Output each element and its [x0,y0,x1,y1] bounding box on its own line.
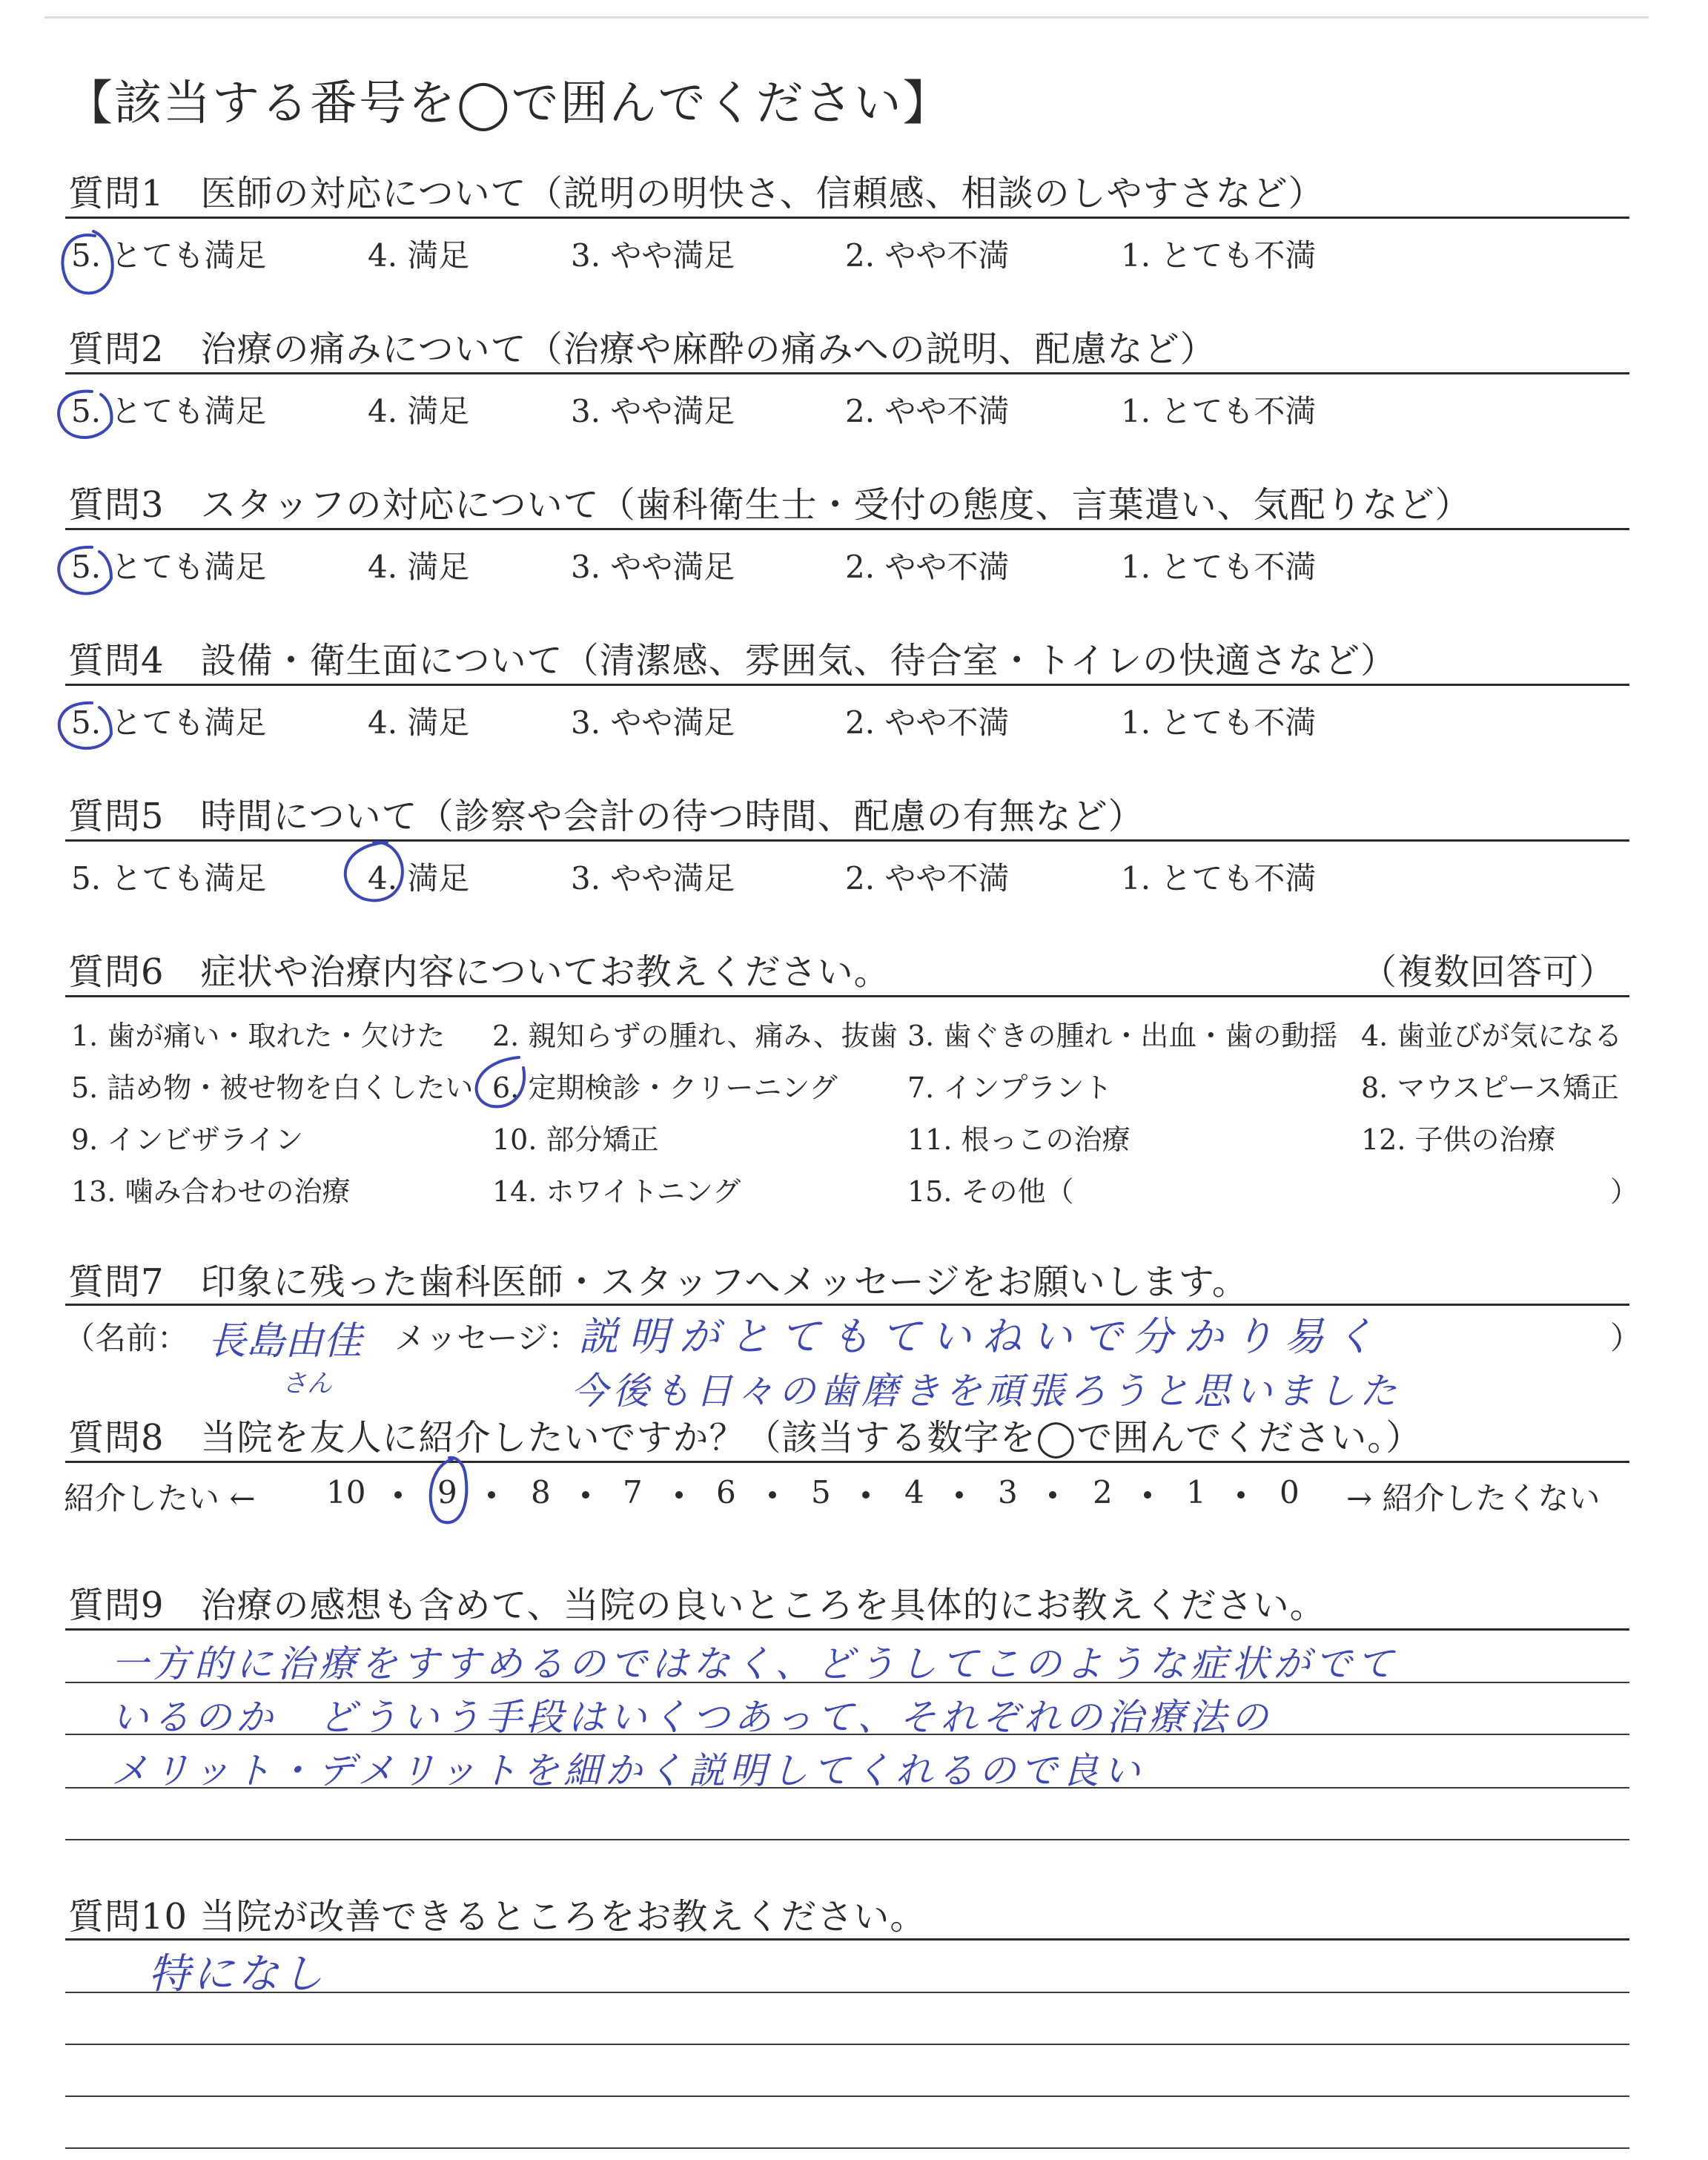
scale-9[interactable]: 9 [437,1474,457,1510]
scale-4[interactable]: 4 [904,1474,924,1510]
q5-option-4[interactable]: 4. 満足 [368,860,470,896]
scale-2[interactable]: 2 [1093,1474,1113,1510]
question-1: 質問1 医師の対応について（説明の明快さ、信頼感、相談のしやすさなど） [68,173,1325,214]
q2-option-4[interactable]: 4. 満足 [368,393,470,429]
handwritten-message-line-1: 説明がとてもていねいで分かり易く [578,1313,1385,1360]
q5-option-5[interactable]: 5. とても満足 [71,860,267,896]
q6-option-6[interactable]: 6. 定期検診・クリーニング [492,1071,838,1104]
question-8-rule [65,1461,1629,1463]
message-close-paren: ） [1610,1320,1642,1356]
question-4-rule [65,684,1629,686]
q6-option-2[interactable]: 2. 親知らずの腫れ、痛み、抜歯 [492,1020,898,1052]
scale-6[interactable]: 6 [716,1474,736,1510]
handwritten-message-line-2: 今後も日々の歯磨きを頑張ろうと思いました [571,1370,1401,1413]
q1-option-4[interactable]: 4. 満足 [368,237,470,274]
q6-option-10[interactable]: 10. 部分矯正 [492,1123,659,1156]
answer-line-10b [65,2044,1629,2045]
handwritten-q9-line-2: いるのか どういう手段はいくつあって、それぞれの治療法の [111,1696,1273,1739]
handwritten-q9-line-1: 一方的に治療をすすめるのではなく、どうしてこのような症状がでて [111,1642,1398,1685]
answer-line-10d [65,2147,1629,2149]
q4-option-2[interactable]: 2. やや不満 [845,704,1010,741]
scale-5[interactable]: 5 [811,1474,831,1510]
top-edge-line [44,16,1649,19]
question-8: 質問8 当院を友人に紹介したいですか？（該当する数字を◯で囲んでください。） [68,1417,1423,1459]
q1-option-3[interactable]: 3. やや満足 [571,237,735,274]
q4-option-3[interactable]: 3. やや満足 [571,704,735,741]
q6-option-7[interactable]: 7. インプラント [907,1071,1113,1104]
q3-option-4[interactable]: 4. 満足 [368,549,470,585]
q6-option-8[interactable]: 8. マウスピース矯正 [1361,1071,1619,1104]
q6-option-15-close: ） [1610,1175,1639,1208]
question-3: 質問3 スタッフの対応について（歯科衛生士・受付の態度、言葉遣い、気配りなど） [68,484,1472,526]
handwritten-q9-line-3: メリット・デメリットを細かく説明してくれるので良い [111,1749,1145,1792]
q4-option-5[interactable]: 5. とても満足 [71,704,267,741]
q3-option-2[interactable]: 2. やや不満 [845,549,1010,585]
q6-option-5[interactable]: 5. 詰め物・被せ物を白くしたい [71,1071,474,1104]
q6-option-13[interactable]: 13. 噛み合わせの治療 [71,1175,351,1208]
q6-option-1[interactable]: 1. 歯が痛い・取れた・欠けた [71,1020,446,1052]
q6-option-12[interactable]: 12. 子供の治療 [1361,1123,1556,1156]
answer-line-9d [65,1839,1629,1840]
question-6-rule [65,995,1629,997]
q6-option-9[interactable]: 9. インビザライン [71,1123,304,1156]
q3-option-3[interactable]: 3. やや満足 [571,549,735,585]
page-title: 【該当する番号を◯で囲んでください】 [65,76,952,131]
handwritten-staff-name: 長島由佳 [208,1319,363,1364]
question-3-rule [65,528,1629,530]
question-10: 質問10 当院が改善できるところをお教えください。 [68,1896,927,1938]
q3-option-1[interactable]: 1. とても不満 [1121,549,1317,585]
q2-option-5[interactable]: 5. とても満足 [71,393,267,429]
q6-option-4[interactable]: 4. 歯並びが気になる [1361,1020,1623,1052]
question-9-rule [65,1628,1629,1631]
question-10-rule [65,1938,1629,1941]
scale-1[interactable]: 1 [1186,1474,1206,1510]
question-4: 質問4 設備・衛生面について（清潔感、雰囲気、待合室・トイレの快適さなど） [68,640,1397,681]
q1-option-1[interactable]: 1. とても不満 [1121,237,1317,274]
q3-option-5[interactable]: 5. とても満足 [71,549,267,585]
q6-option-14[interactable]: 14. ホワイトニング [492,1175,741,1208]
question-2-rule [65,372,1629,374]
message-label: メッセージ： [394,1320,580,1356]
question-1-rule [65,217,1629,219]
q6-option-11[interactable]: 11. 根っこの治療 [907,1123,1131,1156]
question-9: 質問9 治療の感想も含めて、当院の良いところを具体的にお教えください。 [68,1585,1326,1626]
scale-10[interactable]: 10 [326,1474,366,1510]
question-6-note: （複数回答可） [1361,951,1616,993]
scale-8[interactable]: 8 [531,1474,551,1510]
handwritten-name-suffix: さん [282,1369,332,1398]
question-5-rule [65,839,1629,842]
scale-3[interactable]: 3 [998,1474,1018,1510]
name-label: （名前： [64,1320,189,1356]
q5-option-2[interactable]: 2. やや不満 [845,860,1010,896]
q5-option-3[interactable]: 3. やや満足 [571,860,735,896]
q4-option-4[interactable]: 4. 満足 [368,704,470,741]
scale-left-label: 紹介したい ← [64,1480,256,1516]
q2-option-3[interactable]: 3. やや満足 [571,393,735,429]
q2-option-1[interactable]: 1. とても不満 [1121,393,1317,429]
scale-right-label: → 紹介したくない [1346,1480,1601,1516]
question-2: 質問2 治療の痛みについて（治療や麻酔の痛みへの説明、配慮など） [68,328,1217,370]
q4-option-1[interactable]: 1. とても不満 [1121,704,1317,741]
q6-option-15[interactable]: 15. その他（ [907,1175,1074,1208]
q1-option-2[interactable]: 2. やや不満 [845,237,1010,274]
q1-option-5[interactable]: 5. とても満足 [71,237,267,274]
q2-option-2[interactable]: 2. やや不満 [845,393,1010,429]
q5-option-1[interactable]: 1. とても不満 [1121,860,1317,896]
question-5: 質問5 時間について（診察や会計の待つ時間、配慮の有無など） [68,796,1145,837]
handwritten-q10-answer: 特になし [148,1950,326,1998]
question-7: 質問7 印象に残った歯科医師・スタッフへメッセージをお願いします。 [68,1261,1248,1303]
scale-0[interactable]: 0 [1280,1474,1300,1510]
scale-7[interactable]: 7 [623,1474,643,1510]
answer-line-10c [65,2095,1629,2097]
q6-option-3[interactable]: 3. 歯ぐきの腫れ・出血・歯の動揺 [907,1020,1338,1052]
question-6: 質問6 症状や治療内容についてお教えください。 [68,951,890,993]
